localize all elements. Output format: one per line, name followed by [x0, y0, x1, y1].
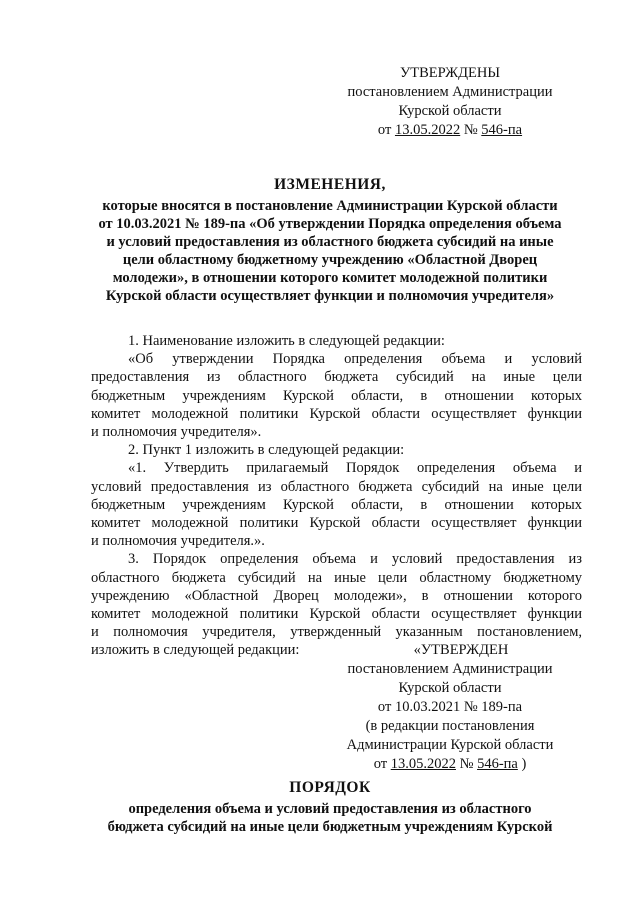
item-1-quote-line: предоставления из областного бюджета субсидий на иные цели [91, 369, 582, 386]
item-1-text: 1. Наименование изложить в следующей редакции: [128, 333, 445, 349]
item-3-line: комитет молодежной политики Курской области осуществляет функции [91, 606, 582, 623]
changes-title: ИЗМЕНЕНИЯ, [274, 176, 386, 193]
closing-paren: ) [521, 756, 527, 772]
item-3-line: изложить в следующей редакции: [91, 642, 300, 659]
amendments-body [91, 332, 582, 660]
item-1-quote-line: бюджетным учреждениям Курской области, в отношении которых [91, 387, 582, 404]
quoted-approval-issuer: постановлением Администрации [347, 661, 553, 677]
changes-heading-line: цели областному бюджетному учреждению «Областной Дворец [122, 252, 538, 268]
quoted-approval-date-line [330, 755, 570, 774]
approval-stamp-quoted [330, 641, 570, 774]
item-2-quote-line: «1. Утвердить прилагаемый Порядок определения объема и [128, 460, 582, 477]
changes-heading-line: которые вносятся в постановление Администрации Курской области [102, 198, 558, 214]
item-1-quote-line: и полномочия учредителя». [91, 424, 262, 441]
item-2-quote-line: условий предоставления из областного бюджета субсидий на иные цели [91, 478, 582, 495]
quoted-approval-date: 13.05.2022 [390, 756, 456, 772]
approval-region: Курской области [398, 103, 502, 119]
order-heading [80, 800, 580, 836]
changes-heading-line: молодежи», в отношении которого комитет молодежной политики [112, 270, 548, 286]
item-3-line: областного бюджета субсидий на иные цели областному бюджетному [91, 569, 582, 586]
quoted-approval-title: «УТВЕРЖДЕН [413, 642, 509, 658]
date-prefix: от [377, 122, 392, 138]
order-heading-line: бюджета субсидий на иные цели бюджетным учреждениям Курской [107, 819, 553, 835]
changes-heading-line: и условий предоставления из областного бюджета субсидий на иные [106, 234, 554, 250]
date-prefix: от [373, 756, 388, 772]
order-heading-line: определения объема и условий предоставления из областного [128, 801, 532, 817]
approval-issuer: постановлением Администрации [347, 84, 553, 100]
order-title: ПОРЯДОК [289, 779, 371, 796]
changes-heading-line: Курской области осуществляет функции и полномочия учредителя» [105, 288, 555, 304]
quoted-approval-number: 546-па [477, 756, 518, 772]
item-3-line: и полномочия учредителя, утвержденный указанным постановлением, [91, 624, 582, 641]
item-2-quote-line: комитет молодежной политики Курской области осуществляет функции [91, 515, 582, 532]
approval-date: 13.05.2022 [394, 122, 461, 138]
item-2-quote-line: бюджетным учреждениям Курской области, в отношении которых [91, 496, 582, 513]
approval-date-line [330, 121, 570, 140]
approval-stamp-top [330, 64, 570, 140]
item-1-quote-line: комитет молодежной политики Курской области осуществляет функции [91, 405, 582, 422]
item-3-line: 3. Порядок определения объема и условий предоставления из [128, 551, 582, 568]
item-3-line: учреждению «Областной Дворец молодежи», в отношении которого [91, 587, 582, 604]
item-2-text: 2. Пункт 1 изложить в следующей редакции: [128, 442, 405, 459]
quoted-approval-revision-note: (в редакции постановления [365, 718, 535, 734]
changes-heading-line: от 10.03.2021 № 189-па «Об утверждении Порядка определения объема [98, 216, 562, 232]
quoted-approval-revision-issuer: Администрации Курской области [346, 737, 554, 753]
approval-number: 546-па [481, 122, 523, 138]
changes-heading [80, 176, 580, 305]
number-sign: № [463, 122, 478, 138]
quoted-approval-region: Курской области [398, 680, 502, 696]
quoted-approval-original-date: от 10.03.2021 № 189-па [377, 699, 523, 715]
item-2-quote-line: и полномочия учредителя.». [91, 533, 265, 550]
item-1-quote-line: «Об утверждении Порядка определения объема и условий [128, 351, 582, 368]
approval-title: УТВЕРЖДЕНЫ [399, 65, 501, 81]
number-sign: № [459, 756, 474, 772]
